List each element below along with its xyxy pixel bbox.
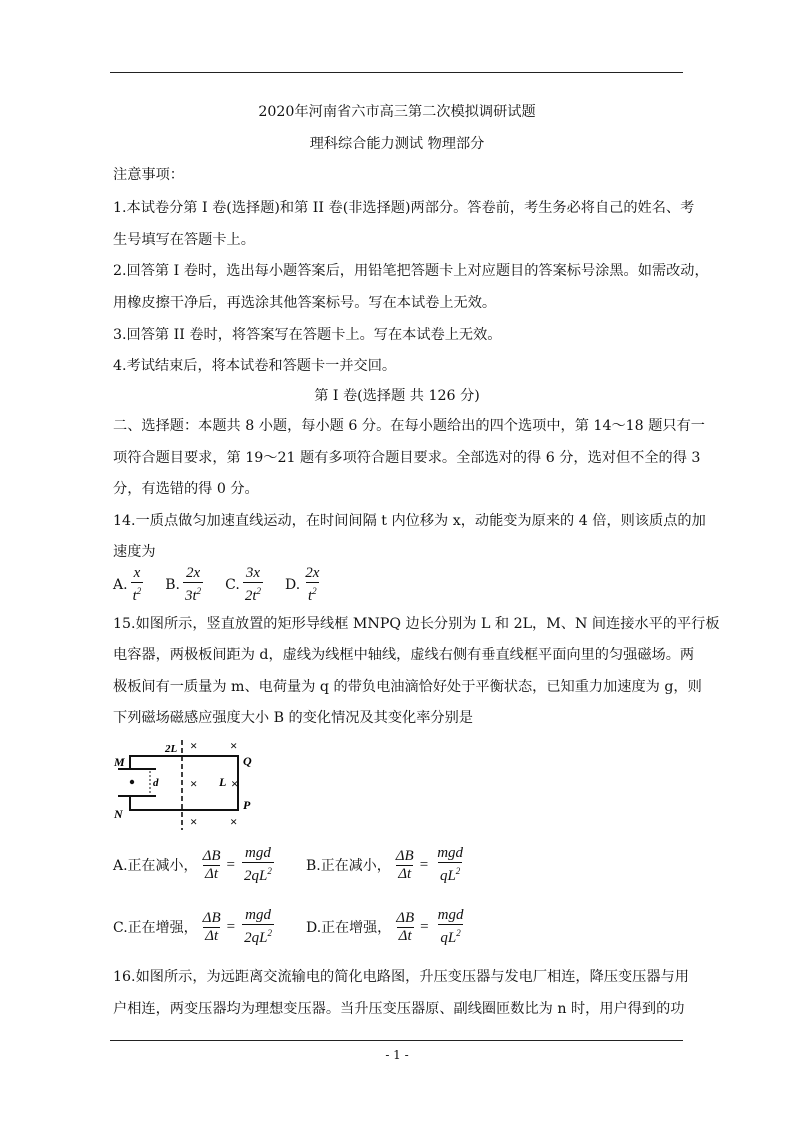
exponent: 2: [256, 586, 261, 596]
section-intro-line: 二、选择题：本题共 8 小题，每小题 6 分。在每小题给出的四个选项中，第 14～18 题只有一: [113, 418, 705, 434]
exponent: 2: [267, 928, 272, 938]
note-line: 生号填写在答题卡上。: [113, 232, 255, 248]
magnetic-field-cross: ×: [190, 814, 198, 829]
option-c: [225, 565, 263, 605]
denominator: [131, 582, 144, 605]
notes-heading: 注意事项：: [113, 167, 184, 183]
section-intro-line: 分，有选错的得 0 分。: [113, 481, 259, 497]
exponent: 2: [456, 928, 461, 938]
option-d: [285, 565, 321, 605]
exponent: 2: [312, 586, 317, 596]
fraction: [243, 565, 263, 605]
fraction-value: [435, 845, 465, 885]
denominator: [438, 924, 462, 947]
question-15-option-a: [113, 842, 274, 888]
fraction: [183, 565, 203, 605]
numerator: mgd: [437, 845, 464, 861]
denominator: Δt: [205, 927, 219, 944]
fraction-value: [436, 907, 466, 947]
den-base: qL: [440, 930, 457, 946]
magnetic-field-cross: ×: [230, 814, 238, 829]
question-15-option-c: [113, 904, 274, 950]
numerator: mgd: [437, 907, 464, 923]
den-base: t: [307, 588, 313, 604]
equals-sign: =: [226, 918, 236, 935]
question-14-options: [113, 565, 343, 605]
top-rule: [110, 72, 683, 73]
fraction-rate: [201, 910, 223, 945]
option-label: D.: [285, 577, 301, 593]
label-q: Q: [243, 754, 252, 768]
question-16-text: 16.如图所示，为远距离交流输电的简化电路图，升压变压器与发电厂相连，降压变压器与用: [113, 969, 689, 985]
denominator: Δt: [398, 865, 412, 882]
question-14-text: 速度为: [113, 544, 156, 560]
exponent: 2: [196, 586, 202, 596]
numerator: ΔB: [396, 909, 415, 926]
magnetic-field-cross: ×: [231, 776, 239, 791]
option-label: C.: [225, 577, 240, 593]
option-label: B.: [165, 577, 180, 593]
note-line: 2.回答第 I 卷时，选出每小题答案后，用铅笔把答题卡上对应题目的答案标号涂黑。如需改动，: [113, 263, 709, 279]
question-15-option-b: [306, 842, 465, 888]
denominator: [242, 924, 274, 947]
document-title: 2020年河南省六市高三第二次模拟调研试题: [258, 104, 536, 120]
section-intro-line: 项符合题目要求，第 19～21 题有多项符合题目要求。全部选对的得 6 分，选对但不全的得 3: [113, 450, 701, 466]
label-l: L: [219, 775, 227, 789]
fraction: [303, 565, 321, 605]
option-label: A.正在减小，: [113, 858, 198, 874]
option-b: [165, 565, 203, 605]
exponent: 2: [267, 866, 272, 876]
label-n: N: [114, 807, 123, 821]
denominator: Δt: [205, 865, 219, 882]
denominator: [242, 862, 274, 885]
exponent: 2: [136, 586, 142, 596]
fraction-value: [242, 845, 274, 885]
label-m: M: [114, 755, 125, 769]
option-label: C.正在增强，: [113, 920, 198, 936]
numerator: 2x: [305, 565, 320, 581]
numerator: 3x: [245, 565, 260, 581]
den-base: 2qL: [244, 930, 268, 946]
page-number: - 1 -: [385, 1048, 409, 1062]
option-a: [113, 565, 143, 605]
fraction-rate: [201, 848, 223, 883]
numerator: mgd: [245, 845, 271, 861]
numerator: mgd: [245, 907, 271, 923]
option-label: A.: [113, 577, 128, 593]
question-15-text: 电容器，两极板间距为 d，虚线为线框中轴线，虚线右侧有垂直线框平面向里的匀强磁场。两: [113, 647, 695, 663]
option-label: B.正在减小，: [306, 858, 391, 874]
oil-drop: [130, 780, 134, 784]
note-line: 1.本试卷分第 I 卷(选择题)和第 II 卷(非选择题)两部分。答卷前，考生务必将自己的姓名、考: [113, 200, 695, 216]
magnetic-field-cross: ×: [190, 776, 198, 791]
numerator: ΔB: [395, 847, 414, 864]
denominator: Δt: [398, 927, 412, 944]
question-16-text: 户相连，两变压器均为理想变压器。当升压变压器原、副线圈匝数比为 n 时，用户得到的功: [113, 1001, 685, 1017]
magnetic-field-cross: ×: [190, 738, 198, 753]
question-15-text: 下列磁场磁感应强度大小 B 的变化情况及其变化率分别是: [113, 710, 473, 726]
fraction-value: [242, 907, 274, 947]
den-base: 2qL: [244, 868, 268, 884]
denominator: [243, 582, 263, 605]
note-line: 用橡皮擦干净后，再选涂其他答案标号。写在本试卷上无效。: [113, 295, 497, 311]
label-p: P: [243, 798, 251, 812]
numerator: ΔB: [202, 847, 221, 864]
numerator: x: [133, 565, 141, 581]
equals-sign: =: [419, 856, 429, 873]
fraction-rate: [394, 910, 416, 945]
den-base: 2t: [244, 588, 257, 604]
equals-sign: =: [420, 918, 429, 935]
option-label: D.正在增强，: [306, 920, 392, 936]
question-15-text: 极板间有一质量为 m、电荷量为 q 的带负电油滴恰好处于平衡状态，已知重力加速度为 g，则: [113, 679, 702, 695]
note-line: 3.回答第 II 卷时，将答案写在答题卡上。写在本试卷上无效。: [113, 327, 502, 343]
fraction-rate: [394, 848, 416, 883]
den-base: qL: [439, 868, 456, 884]
denominator: [438, 862, 462, 885]
circuit-figure: [110, 736, 260, 832]
label-2l: 2L: [165, 743, 178, 755]
den-base: 3t: [184, 588, 197, 604]
den-base: t: [132, 588, 137, 604]
denominator: [183, 582, 203, 605]
question-15-text: 15.如图所示，竖直放置的矩形导线框 MNPQ 边长分别为 L 和 2L，M、N 间连接水平的平行板: [113, 616, 720, 632]
document-subtitle: 理科综合能力测试 物理部分: [309, 136, 485, 152]
question-15-option-d: [306, 904, 465, 950]
question-14-text: 14.一质点做匀加速直线运动，在时间间隔 t 内位移为 x，动能变为原来的 4 倍，则该质点的加: [113, 513, 706, 529]
equals-sign: =: [226, 856, 235, 873]
magnetic-field-cross: ×: [230, 738, 238, 753]
bottom-rule: [110, 1040, 683, 1041]
label-d: d: [153, 777, 159, 789]
denominator: [306, 582, 319, 605]
numerator: ΔB: [202, 909, 221, 926]
exponent: 2: [455, 866, 461, 876]
numerator: 2x: [185, 565, 201, 581]
section-title: 第 I 卷(选择题 共 126 分): [314, 388, 480, 404]
fraction: [131, 565, 144, 605]
note-line: 4.考试结束后，将本试卷和答题卡一并交回。: [113, 358, 397, 374]
